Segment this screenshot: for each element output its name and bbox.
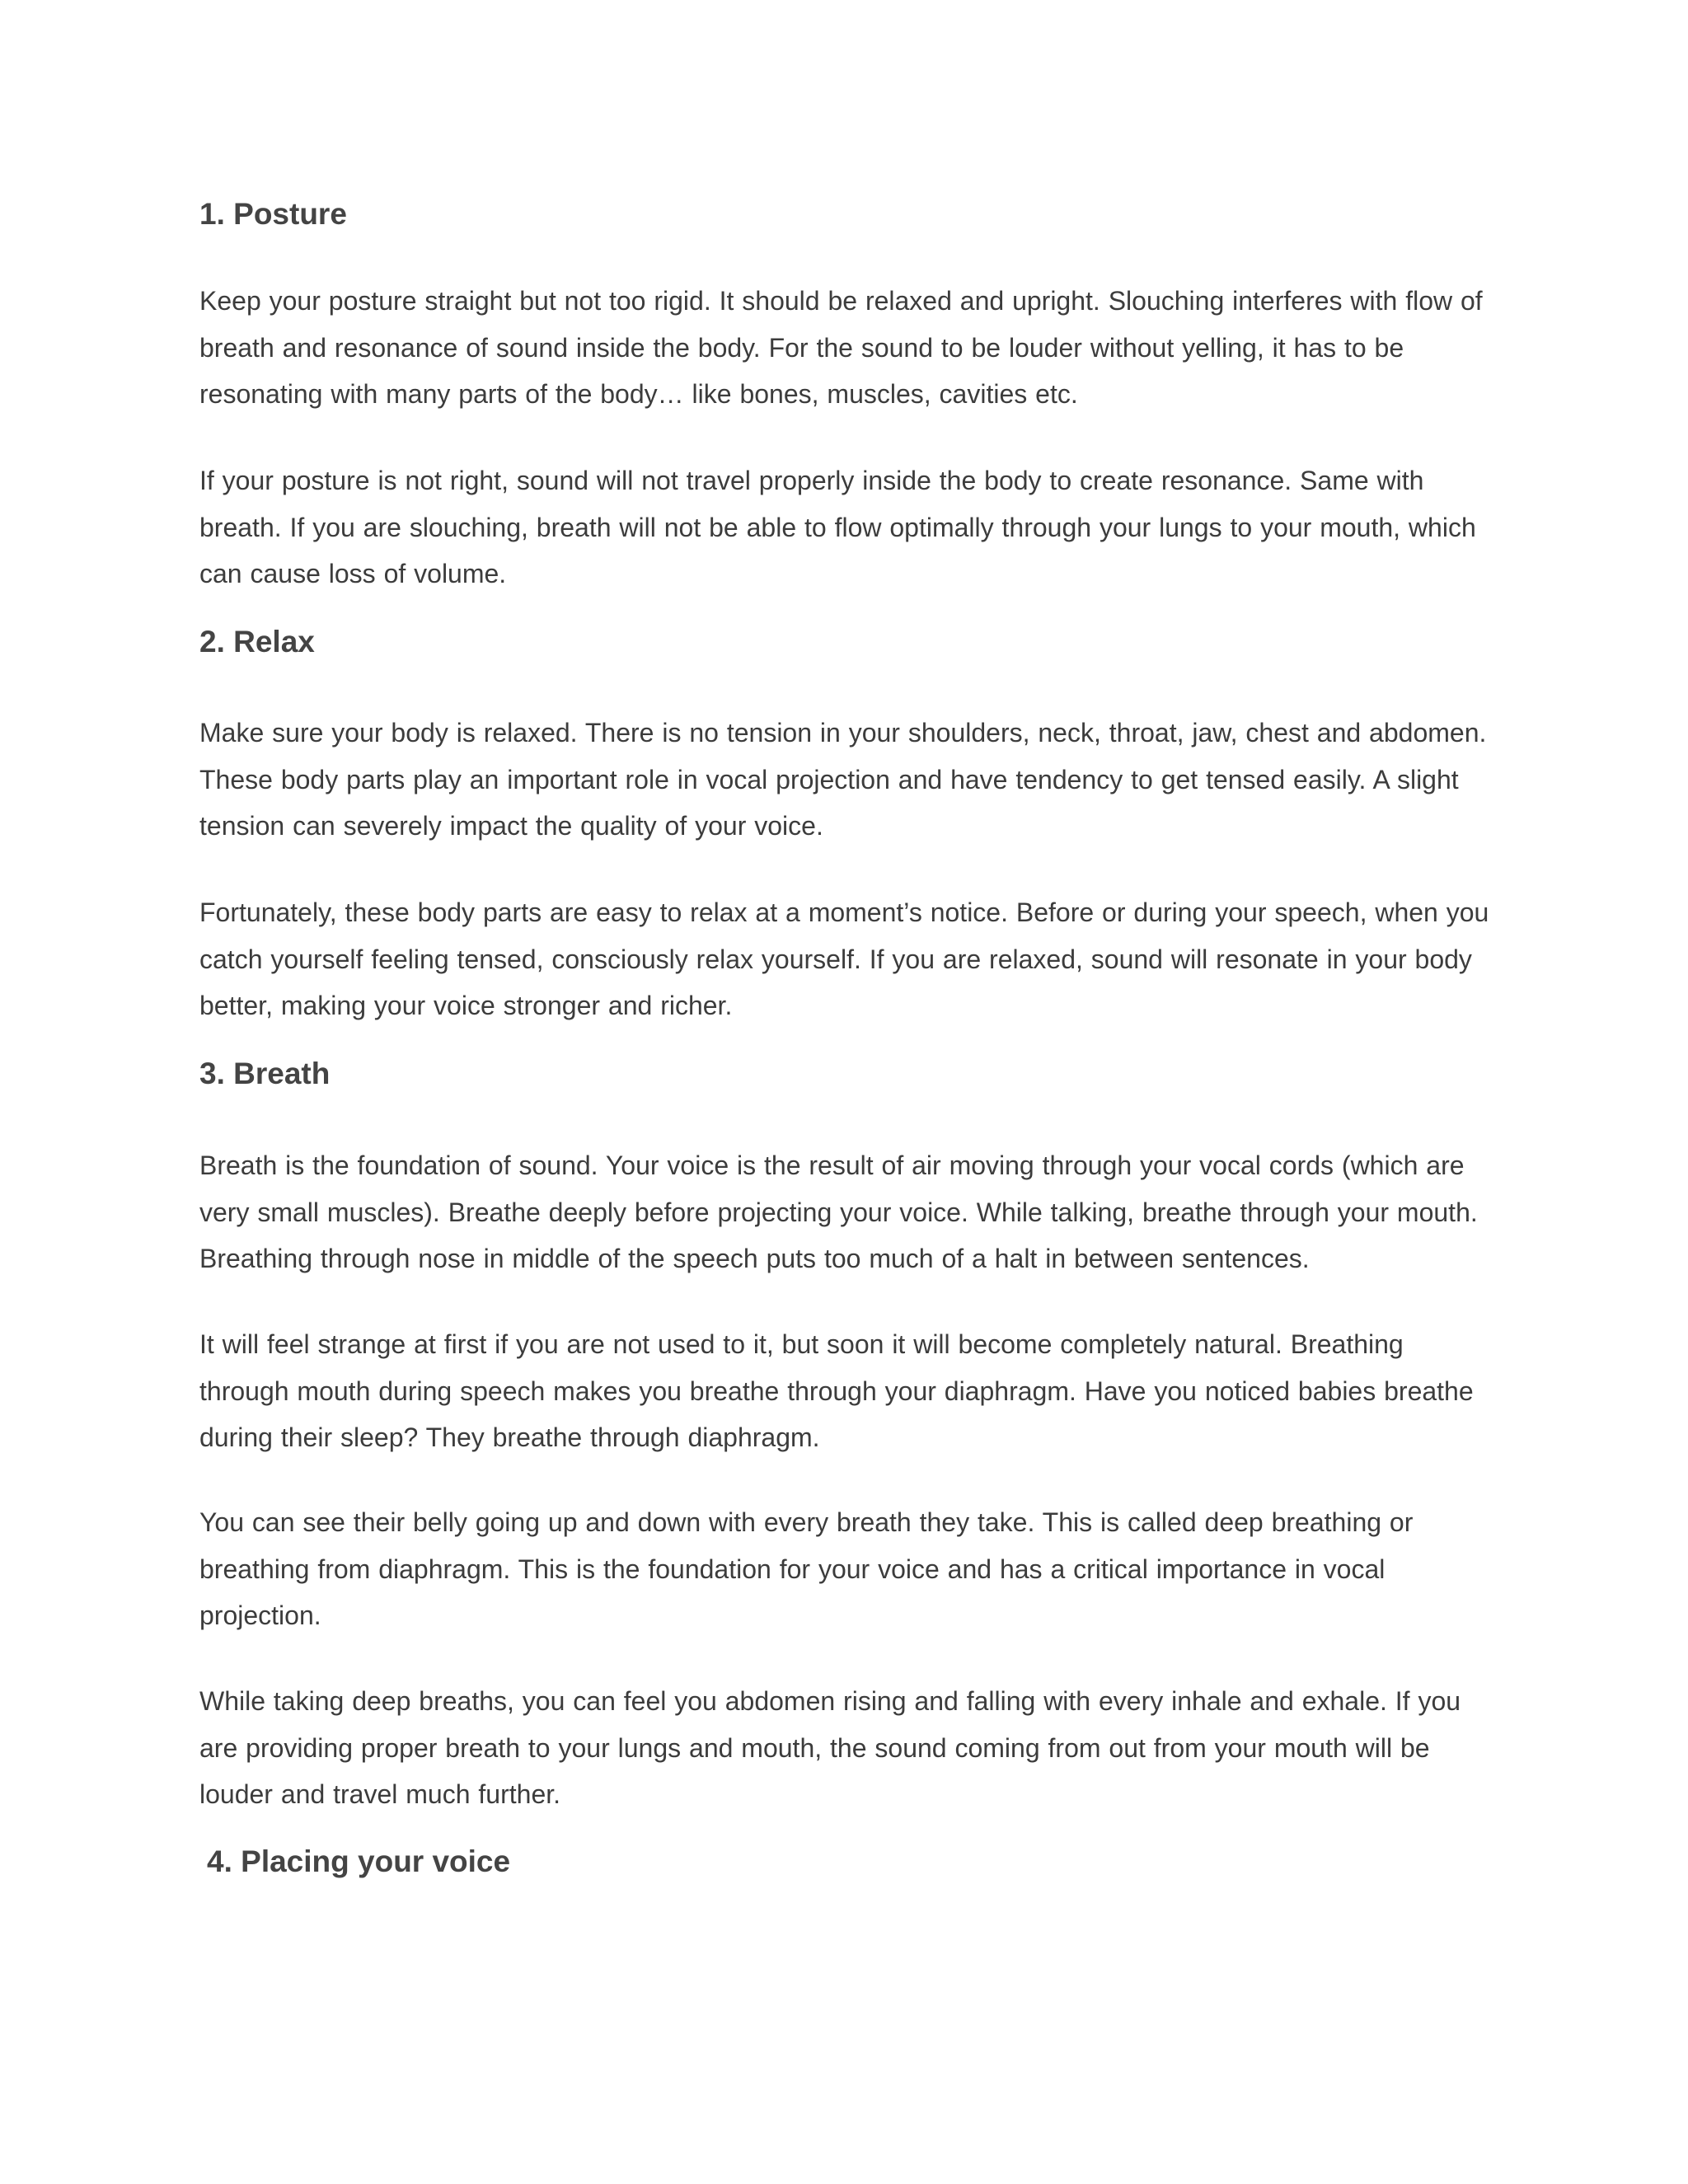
posture-paragraph-1: Keep your posture straight but not too rigid. It should be relaxed and upright. Slouching interferes with flow of breath and resonance of sound inside the body. For the sound to be louder without yelling, it has to be resonating with many parts of the body… like bones, muscles, cavities etc.	[199, 286, 1483, 409]
section-heading-posture: 1. Posture	[199, 197, 347, 231]
section-heading-placing-voice: 4. Placing your voice	[207, 1844, 511, 1878]
breath-paragraph-1: Breath is the foundation of sound. Your voice is the result of air moving through your vocal cords (which are very small muscles). Breathe deeply before projecting your voice. While talking, breathe through your mouth. Breathing through nose in middle of the speech puts too much of a halt in between sentences.	[199, 1151, 1478, 1273]
breath-paragraph-3: You can see their belly going up and down with every breath they take. This is called deep breathing or breathing from diaphragm. This is the foundation for your voice and has a critical importance in vocal projection.	[199, 1507, 1414, 1630]
posture-paragraph-2: If your posture is not right, sound will not travel properly inside the body to create resonance. Same with breath. If you are slouching, breath will not be able to flow optimally through your lungs to your mouth, which can cause loss of volume.	[199, 466, 1476, 588]
relax-paragraph-1: Make sure your body is relaxed. There is no tension in your shoulders, neck, throat, jaw, chest and abdomen. These body parts play an important role in vocal projection and have tendency to get tensed easily. A slight tension can severely impact the quality of your voice.	[199, 718, 1487, 841]
relax-paragraph-2: Fortunately, these body parts are easy to relax at a moment’s notice. Before or during your speech, when you catch yourself feeling tensed, consciously relax yourself. If you are relaxed, sound will resonate in your body better, making your voice stronger and richer.	[199, 898, 1489, 1020]
breath-paragraph-2: It will feel strange at first if you are not used to it, but soon it will become completely natural. Breathing through mouth during speech makes you breathe through your diaphragm. Have you noticed babies breathe during their sleep? They breathe through diaphragm.	[199, 1329, 1474, 1452]
breath-paragraph-4: While taking deep breaths, you can feel you abdomen rising and falling with every inhale and exhale. If you are providing proper breath to your lungs and mouth, the sound coming from out from your mouth will be louder and travel much further.	[199, 1686, 1461, 1809]
section-heading-breath: 3. Breath	[199, 1057, 331, 1090]
section-heading-relax: 2. Relax	[199, 625, 315, 658]
